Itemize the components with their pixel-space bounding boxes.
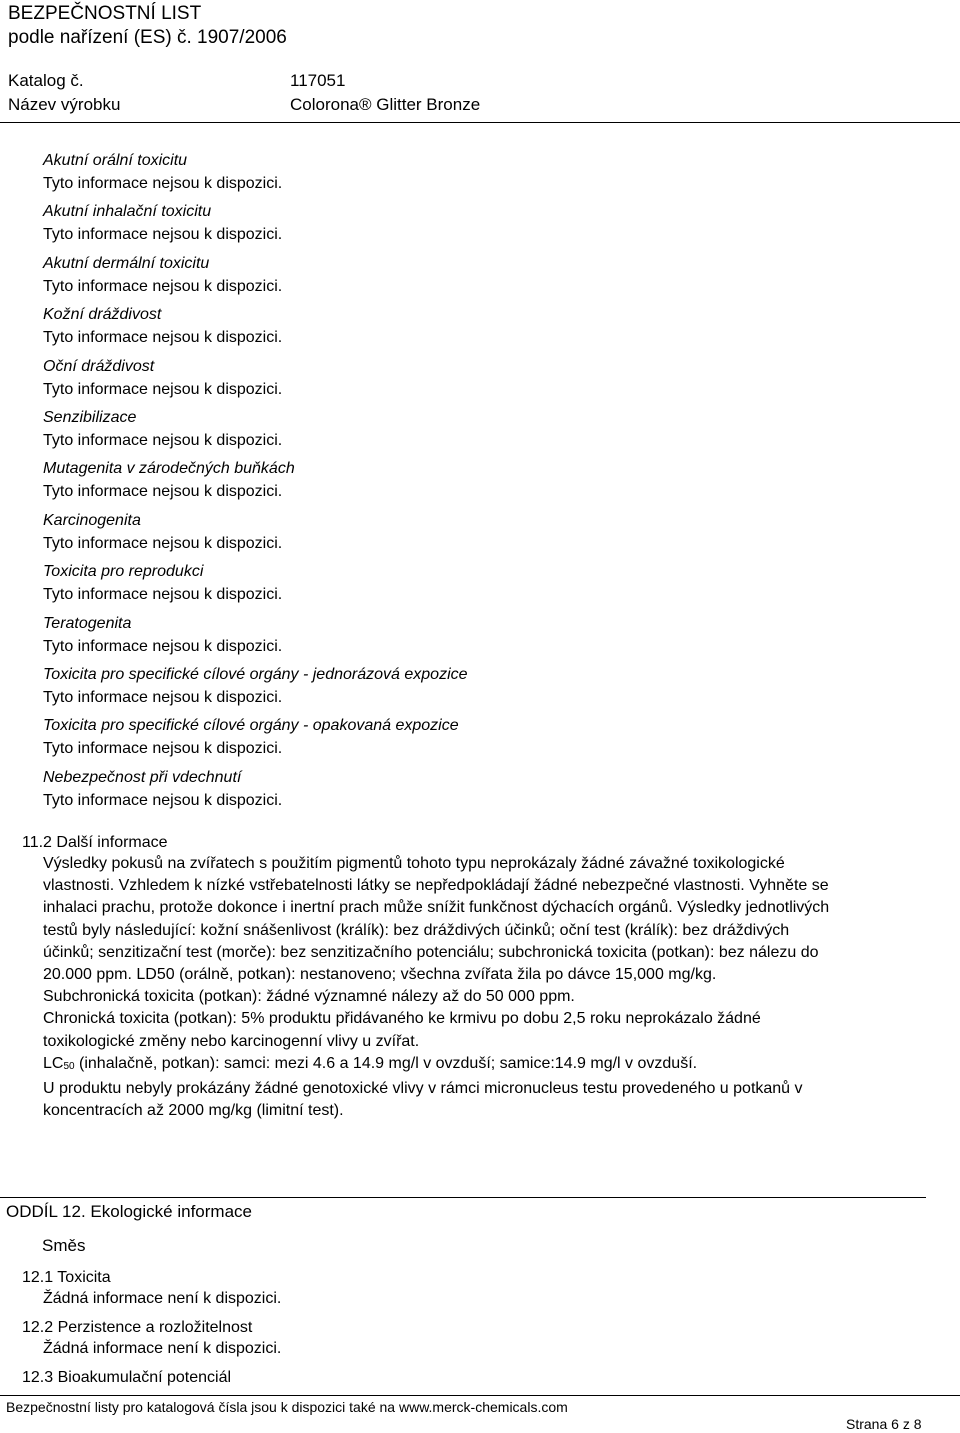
tox-heading: Mutagenita v zárodečných buňkách	[43, 460, 295, 478]
tox-heading: Toxicita pro reprodukci	[43, 563, 204, 581]
tox-heading: Akutní inhalační toxicitu	[43, 203, 212, 221]
info-paragraph: Chronická toxicita (potkan): 5% produktu přidávaného ke krmivu po dobu 2,5 roku neprokázalo žádné toxikologické změny nebo karcinogenní vlivy u zvířat.	[43, 1010, 761, 1050]
tox-value: Tyto informace nejsou k dispozici.	[43, 586, 283, 604]
catalog-label: Katalog č.	[8, 71, 84, 90]
page-number: Strana 6 z 8	[846, 1416, 922, 1432]
list-item	[43, 713, 943, 764]
header-divider	[0, 122, 960, 123]
tox-value: Tyto informace nejsou k dispozici.	[43, 175, 283, 192]
tox-heading: Nebezpečnost při vdechnutí	[43, 768, 242, 786]
tox-value: Tyto informace nejsou k dispozici.	[43, 740, 283, 758]
list-item	[43, 611, 943, 662]
tox-value: Tyto informace nejsou k dispozici.	[43, 791, 283, 809]
lc-subscript: 50	[63, 1060, 75, 1072]
info-paragraph: U produktu nebyly prokázány žádné genotoxické vlivy v rámci micronucleus testu provedeného u potkanů v koncentracích až 2000 mg/kg (limitní test).	[43, 1080, 803, 1120]
list-item	[43, 456, 943, 507]
mixture-label: Směs	[42, 1236, 86, 1255]
list-item	[43, 354, 943, 405]
tox-value: Tyto informace nejsou k dispozici.	[43, 637, 283, 655]
section-11-2-title: 11.2 Další informace	[22, 834, 168, 851]
tox-value: Tyto informace nejsou k dispozici.	[43, 534, 283, 552]
list-item	[43, 251, 943, 302]
list-item	[43, 302, 943, 353]
footer-divider	[0, 1395, 960, 1396]
subsection-12-2-title: 12.2 Perzistence a rozložitelnost	[22, 1319, 253, 1336]
tox-value: Tyto informace nejsou k dispozici.	[43, 431, 283, 449]
tox-heading: Oční dráždivost	[43, 357, 155, 375]
tox-heading: Teratogenita	[43, 614, 132, 632]
section-12-title: ODDÍL 12. Ekologické informace	[6, 1202, 252, 1221]
subsection-12-3-title: 12.3 Bioakumulační potenciál	[22, 1369, 232, 1386]
catalog-value: 117051	[290, 71, 346, 90]
info-paragraph: Výsledky pokusů na zvířatech s použitím pigmentů tohoto typu neprokázaly žádné závažné toxikologické vlastnosti. Vzhledem k nízké vstřebatelnosti látky se nepředpokládají žádné nebezpečné vlastnosti. Vyhněte se inhalaci prachu, protože dokonce i inertní prach může snížit funkčnost dýchacích orgánů. Výsledky jednotlivých testů byly následující: kožní snášenlivost (králík): bez dráždivých účinků; oční test (králík): bez dráždivých účinků; senzitizační test (morče): bez senzitizačního potenciálu; subchronická toxicita (potkan): bez nálezu do 20.000 ppm. LD50 (orálně, potkan): nestanoveno; všechna zvířata žila po dávce 15,000 mg/kg.	[43, 855, 830, 984]
regulation-reference: podle nařízení (ES) č. 1907/2006	[8, 27, 287, 48]
sds-title: BEZPEČNOSTNÍ LIST	[8, 3, 202, 24]
tox-heading: Senzibilizace	[43, 408, 137, 426]
subsection-12-2-value: Žádná informace není k dispozici.	[43, 1340, 282, 1357]
section-divider	[0, 1197, 926, 1198]
subsection-12-1-title: 12.1 Toxicita	[22, 1269, 111, 1286]
subsection-12-1-value: Žádná informace není k dispozici.	[43, 1290, 282, 1307]
list-item	[43, 405, 943, 456]
list-item	[43, 559, 943, 610]
list-item	[43, 148, 943, 199]
tox-heading: Karcinogenita	[43, 511, 141, 529]
tox-value: Tyto informace nejsou k dispozici.	[43, 226, 283, 244]
tox-value: Tyto informace nejsou k dispozici.	[43, 688, 283, 706]
product-label: Název výrobku	[8, 95, 121, 114]
document-title	[8, 2, 287, 50]
tox-heading: Akutní orální toxicitu	[43, 152, 188, 169]
list-item	[43, 199, 943, 250]
tox-value: Tyto informace nejsou k dispozici.	[43, 380, 283, 398]
lc-prefix: LC	[43, 1054, 64, 1072]
tox-value: Tyto informace nejsou k dispozici.	[43, 329, 283, 347]
lc-text: (inhalačně, potkan): samci: mezi 4.6 a 14.9 mg/l v ovzduší; samice:14.9 mg/l v ovzduší.	[74, 1054, 698, 1072]
tox-value: Tyto informace nejsou k dispozici.	[43, 277, 283, 295]
product-value: Colorona® Glitter Bronze	[290, 95, 481, 114]
list-item	[43, 508, 943, 559]
list-item	[43, 765, 943, 816]
tox-heading: Kožní dráždivost	[43, 306, 162, 324]
info-paragraph: Subchronická toxicita (potkan): žádné významné nálezy až do 50 000 ppm.	[43, 988, 575, 1006]
footer-note: Bezpečnostní listy pro katalogová čísla jsou k dispozici také na www.merck-chemicals.com	[6, 1399, 568, 1415]
tox-heading: Toxicita pro specifické cílové orgány - opakovaná expozice	[43, 717, 459, 735]
tox-heading: Toxicita pro specifické cílové orgány - jednorázová expozice	[43, 665, 468, 683]
tox-heading: Akutní dermální toxicitu	[43, 254, 210, 272]
list-item	[43, 662, 943, 713]
lc50-paragraph	[43, 1053, 843, 1078]
tox-value: Tyto informace nejsou k dispozici.	[43, 483, 283, 501]
toxicology-list	[43, 148, 943, 816]
further-info-text	[43, 853, 843, 1122]
